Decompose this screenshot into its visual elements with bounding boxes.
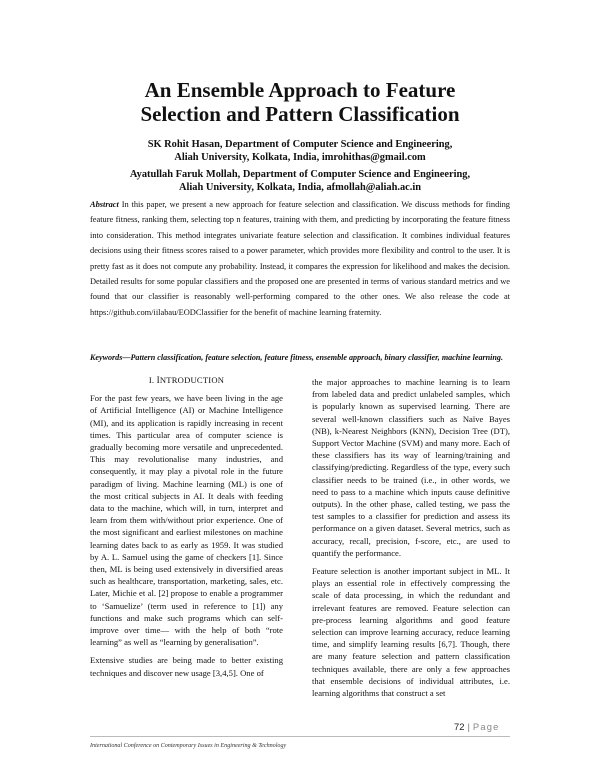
author-2-contact: Aliah University, Kolkata, India, afmollah@aliah.ac.in [178, 182, 422, 193]
body-paragraph: the major approaches to machine learning is to learn from labeled data and predict unlabeled samples, which is popularly known as supervised learning. There are several well-known classifiers such as Naïve Bayes (NB), k-Nearest Neighbors (KNN), Decision Tree (DT), Support Vector Machine (SVM) and many more. Each of these classifiers has its way of learning/training and classifying/predicting. Regardless of the type, every such classifier needs to be trained (i.e., in other words, we need to pass to a machine which inputs cause definitive outputs). In the other phase, called testing, we pass the test samples to a classifier for prediction and assess its performance on a given dataset. Several metrics, such as accuracy, recall, precision, f-score, etc., are used to quantify the performance. [312, 377, 510, 558]
author-1-affiliation: SK Rohit Hasan, Department of Computer Science and Engineering, [147, 139, 453, 150]
author-1-contact: Aliah University, Kolkata, India, imrohithas@gmail.com [174, 152, 426, 163]
page-word: Page [472, 721, 500, 732]
body-paragraph: For the past few years, we have been living in the age of Artificial Intelligence (AI) or Machine Intelligence (MI), and its application is rapidly increasing in recent times. This particular area of computer science is gradually becoming more versatile and unprecedented. This may revolutionalise many industries, and consequently, it may play a pivotal role in the future paradigm of living. Machine learning (ML) is one of the most critical subjects in AI. It deals with feeding data to the machine, which will, in turn, interpret and learn from them with/without prior experience. One of the most significant and earliest milestones on machine learning dates back to as early as 1959. It was studied by A. L. Samuel using the game of checkers [1]. Since then, ML is being used extensively in diversified areas such as healthcare, transportation, marketing, sales, etc. Later, Michie et al. [2] propose to enable a programmer to ‘Samuelize’ (term used in reference to [1]) any functions and make such programs which can self-improve over time— with the help of both “rote learning” as well as “learning by generalisation”. [90, 393, 283, 648]
abstract-text: In this paper, we present a new approach for feature selection and classification. We discuss methods for finding feature fitness, ranking them, selecting top n features, training with them, and predicting by incorporating the feature fitness into consideration. This method integrates univariate feature selection and classification. It combines individual features decisions using their fitness scores raised to a power parameter, which provides more flexibility and control to the user. It is pretty fast as it does not compute any probability. Instead, it compares the expression for likelihood and makes the decision. Detailed results for some popular classifiers and the proposed one are presented in terms of various standard metrics and we found that our classifier is reasonably well-performing compared to the other ones. We also release the code at https://github.com/iilabau/EODClassifier for the benefit of machine learning fraternity. [90, 200, 510, 317]
title-line-1: An Ensemble Approach to Feature [144, 78, 456, 102]
title-line-2: Selection and Pattern Classification [140, 102, 460, 126]
left-column [90, 374, 283, 685]
footer-divider [90, 736, 510, 737]
right-column [312, 376, 510, 705]
keywords: Keywords—Pattern classification, feature selection, feature fitness, ensemble approach, binary classifier, machine learning. [90, 353, 503, 362]
abstract [90, 197, 510, 320]
abstract-label: Abstract [90, 200, 119, 209]
body-paragraph: Extensive studies are being made to better existing techniques and discover new usage [3,4,5]. One of [90, 655, 283, 678]
section-first-letter: I [156, 375, 160, 385]
author-block-1 [60, 138, 540, 164]
body-paragraph: Feature selection is another important subject in ML. It plays an essential role in effectively compressing the scale of data processing, in which the redundant and irrelevant features are removed. Feature selection can pre-process learning algorithms and good feature selection can improve learning accuracy, reduce learning time, and simplify learning results [6,7]. Though, there are many feature selection and pattern classification techniques available, there are only a few approaches that ensemble decisions of individual attributes, i.e. learning algorithms that construct a set [312, 566, 510, 699]
conference-footer: International Conference on Contemporary Issues in Engineering & Technology [90, 743, 287, 749]
section-number: I. [148, 375, 155, 385]
author-block-2 [60, 168, 540, 194]
page-number-separator: | [467, 721, 470, 732]
author-2-affiliation: Ayatullah Faruk Mollah, Department of Computer Science and Engineering, [129, 169, 471, 180]
section-heading [90, 374, 283, 386]
page-number-value: 72 [454, 721, 465, 732]
section-title-rest: NTRODUCTION [159, 375, 225, 385]
paper-title [60, 78, 540, 126]
page-number [454, 721, 500, 732]
